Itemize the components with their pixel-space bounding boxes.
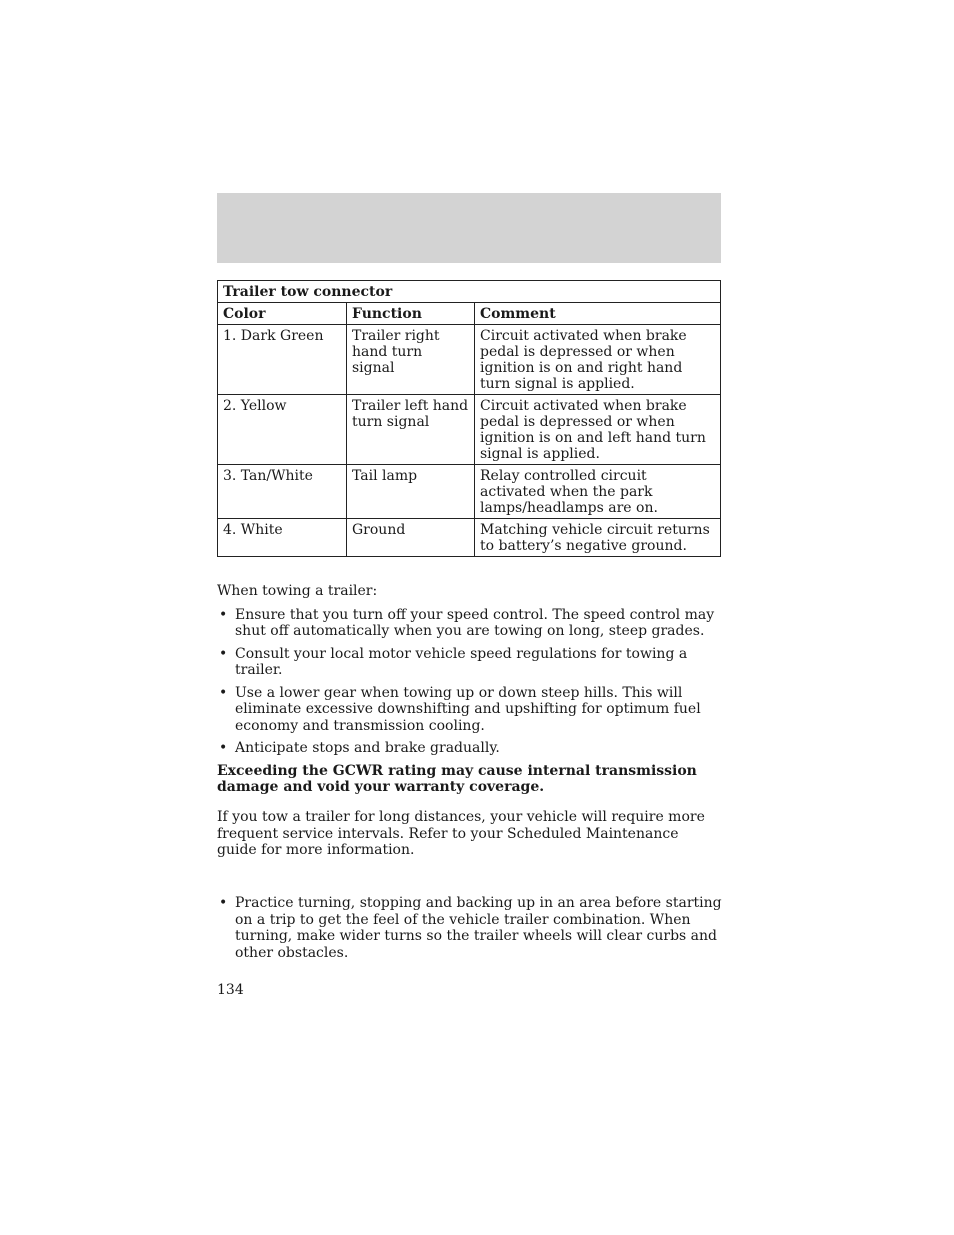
service-section	[217, 809, 707, 859]
table-row	[218, 519, 721, 557]
cell-function: Trailer right hand turn signal	[347, 325, 475, 395]
cell-function: Trailer left hand turn signal	[347, 395, 475, 465]
column-header-color: Color	[218, 303, 347, 325]
table-row	[218, 465, 721, 519]
service-paragraph: If you tow a trailer for long distances, your vehicle will require more frequent service intervals. Refer to your Scheduled Maintenance guide for more information.	[217, 809, 705, 858]
cell-color: 1. Dark Green	[218, 325, 347, 395]
towing-intro: When towing a trailer:	[217, 583, 378, 599]
towing-section	[217, 583, 727, 796]
cell-function: Ground	[347, 519, 475, 557]
section-header-band	[217, 193, 721, 263]
gcwr-warning: Exceeding the GCWR rating may cause internal transmission damage and void your warranty coverage.	[217, 762, 697, 795]
column-header-function: Function	[347, 303, 475, 325]
towing-bullet-list	[217, 607, 727, 757]
list-item: • Anticipate stops and brake gradually.	[217, 740, 727, 757]
column-header-comment: Comment	[475, 303, 721, 325]
cell-color: 3. Tan/White	[218, 465, 347, 519]
table-title-row	[218, 281, 721, 303]
list-item: • Ensure that you turn off your speed control. The speed control may shut off automatically when you are towing on long, steep grades.	[217, 607, 727, 640]
cell-comment: Matching vehicle circuit returns to battery’s negative ground.	[475, 519, 721, 557]
cell-comment: Relay controlled circuit activated when the park lamps/headlamps are on.	[475, 465, 721, 519]
practice-section	[217, 895, 727, 967]
table-row	[218, 395, 721, 465]
practice-bullet-list	[217, 895, 727, 961]
cell-color: 4. White	[218, 519, 347, 557]
cell-color: 2. Yellow	[218, 395, 347, 465]
trailer-connector-table	[217, 280, 721, 557]
table-header-row	[218, 303, 721, 325]
list-item: • Practice turning, stopping and backing up in an area before starting on a trip to get the feel of the vehicle trailer combination. When turning, make wider turns so the trailer wheels will clear curbs and other obstacles.	[217, 895, 727, 961]
cell-comment: Circuit activated when brake pedal is depressed or when ignition is on and right hand turn signal is applied.	[475, 325, 721, 395]
list-item: • Use a lower gear when towing up or down steep hills. This will eliminate excessive downshifting and upshifting for optimum fuel economy and transmission cooling.	[217, 685, 727, 735]
cell-function: Tail lamp	[347, 465, 475, 519]
page-number: 134	[217, 982, 244, 998]
cell-comment: Circuit activated when brake pedal is depressed or when ignition is on and left hand turn signal is applied.	[475, 395, 721, 465]
table-title: Trailer tow connector	[218, 281, 721, 303]
list-item: • Consult your local motor vehicle speed regulations for towing a trailer.	[217, 646, 727, 679]
table-row	[218, 325, 721, 395]
